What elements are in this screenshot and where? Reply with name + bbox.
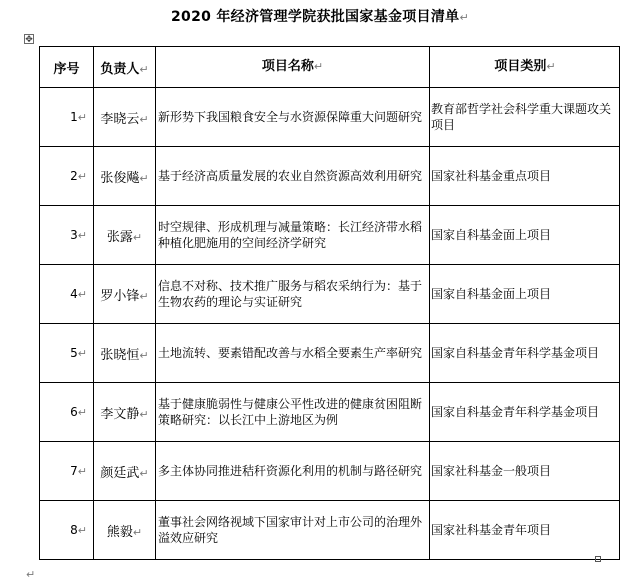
project-table: [39, 46, 620, 560]
cell-project[interactable]: 土地流转、要素错配改善与水稻全要素生产率研究: [156, 324, 430, 383]
header-name: [94, 47, 156, 88]
cell-project[interactable]: 多主体协同推进秸秆资源化利用的机制与路径研究: [156, 442, 430, 501]
cell-category[interactable]: 国家自科基金面上项目: [430, 206, 620, 265]
document-title: [0, 6, 640, 26]
paragraph-mark-icon: ↵: [26, 568, 36, 581]
table-row: [40, 265, 620, 324]
cell-category[interactable]: 国家自科基金青年科学基金项目: [430, 383, 620, 442]
cell-num[interactable]: 3↵: [40, 206, 94, 265]
table-header-row: [40, 47, 620, 88]
header-num: [40, 47, 94, 88]
cell-project[interactable]: 董事社会网络视域下国家审计对上市公司的治理外溢效应研究: [156, 501, 430, 560]
table-row: [40, 324, 620, 383]
header-num-label: 序号: [53, 61, 80, 77]
cell-category[interactable]: 国家社科基金青年项目: [430, 501, 620, 560]
table-row: [40, 88, 620, 147]
table-move-handle-icon[interactable]: ✥: [25, 35, 33, 45]
cell-num[interactable]: 8↵: [40, 501, 94, 560]
cell-name[interactable]: 张俊飚↵: [94, 147, 156, 206]
table-resize-handle[interactable]: [595, 556, 601, 562]
header-category-label: 项目类别: [494, 59, 547, 74]
header-project: [156, 47, 430, 88]
cell-project[interactable]: 基于经济高质量发展的农业自然资源高效利用研究: [156, 147, 430, 206]
cell-name[interactable]: 罗小锋↵: [94, 265, 156, 324]
cell-num[interactable]: 1↵: [40, 88, 94, 147]
paragraph-mark-icon: ↵: [139, 62, 149, 76]
document-title-text: 2020 年经济管理学院获批国家基金项目清单: [171, 9, 460, 25]
cell-name[interactable]: 张露↵: [94, 206, 156, 265]
cell-category[interactable]: 国家自科基金面上项目: [430, 265, 620, 324]
header-name-label: 负责人: [100, 61, 140, 77]
paragraph-mark-icon: ↵: [313, 60, 324, 73]
cell-name[interactable]: 李晓云↵: [94, 88, 156, 147]
cell-category[interactable]: 国家社科基金重点项目: [430, 147, 620, 206]
table-row: [40, 501, 620, 560]
cell-category[interactable]: 教育部哲学社会科学重大课题攻关项目: [430, 88, 620, 147]
cell-num[interactable]: 2↵: [40, 147, 94, 206]
table-row: [40, 383, 620, 442]
table-row: [40, 442, 620, 501]
cell-project[interactable]: 时空规律、形成机理与减量策略：长江经济带水稻种植化肥施用的空间经济学研究: [156, 206, 430, 265]
paragraph-mark-icon: ↵: [546, 60, 556, 73]
table-row: [40, 147, 620, 206]
cell-name[interactable]: 颜廷武↵: [94, 442, 156, 501]
cell-category[interactable]: 国家自科基金青年科学基金项目: [430, 324, 620, 383]
table-row: [40, 206, 620, 265]
cell-name[interactable]: 李文静↵: [94, 383, 156, 442]
cell-project[interactable]: 基于健康脆弱性与健康公平性改进的健康贫困阻断策略研究：以长江中上游地区为例: [156, 383, 430, 442]
cell-category[interactable]: 国家社科基金一般项目: [430, 442, 620, 501]
cell-num[interactable]: 6↵: [40, 383, 94, 442]
cell-num[interactable]: 5↵: [40, 324, 94, 383]
header-project-label: 项目名称: [261, 59, 314, 74]
header-category: [430, 47, 620, 88]
cell-num[interactable]: 4↵: [40, 265, 94, 324]
cell-name[interactable]: 熊毅↵: [94, 501, 156, 560]
cell-num[interactable]: 7↵: [40, 442, 94, 501]
cell-project[interactable]: 信息不对称、技术推广服务与稻农采纳行为：基于生物农药的理论与实证研究: [156, 265, 430, 324]
cell-name[interactable]: 张晓恒↵: [94, 324, 156, 383]
paragraph-mark-icon: ↵: [459, 11, 469, 24]
cell-project[interactable]: 新形势下我国粮食安全与水资源保障重大问题研究: [156, 88, 430, 147]
